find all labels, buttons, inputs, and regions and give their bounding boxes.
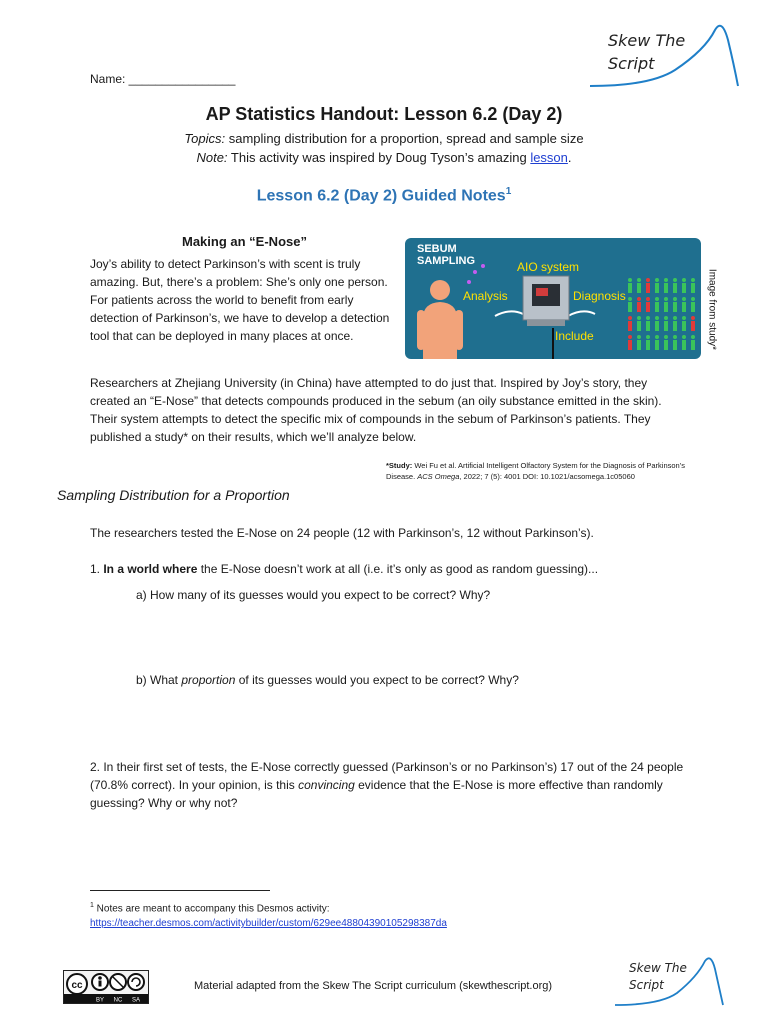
footnote-mark: 1 (90, 902, 94, 909)
svg-text:BY: BY (95, 997, 105, 1003)
note-line (0, 149, 768, 167)
footer-logo-line1: Skew The (629, 961, 687, 975)
person-figure-head (637, 278, 641, 282)
footnote-text: Notes are meant to accompany this Desmos activity: (93, 903, 330, 915)
lesson-link[interactable]: lesson (530, 150, 568, 165)
person-figure-head (664, 278, 668, 282)
citation-line1 (386, 460, 716, 471)
person-figure-head (673, 297, 677, 301)
question-2 (90, 758, 690, 812)
person-figure-body (655, 321, 659, 331)
person-figure-head (664, 316, 668, 320)
guided-notes-title (0, 186, 768, 205)
fig-sampling: SAMPLING (417, 255, 476, 267)
person-figure-head (655, 335, 659, 339)
person-figure-head (646, 335, 650, 339)
q1b-post: of its guesses would you expect to be correct? Why? (235, 673, 519, 687)
person-figure-body (637, 283, 641, 293)
person-figure-head (655, 297, 659, 301)
person-figure-body (664, 283, 668, 293)
footer-logo-line2: Script (629, 978, 664, 992)
researchers-paragraph: Researchers at Zhejiang University (in China) have attempted to do just that. Inspired by Joy’s story, they created an “E-Nose” that detects compounds produced in the sebum (an oily substance emitted in the skin). Their system attempts to detect the specific mix of compounds in the sebum of Parkinson’s patients. They published a study* on their results, which we’ll analyze below. (90, 376, 662, 444)
person-figure-head (691, 278, 695, 282)
person-figure-head (673, 335, 677, 339)
name-field[interactable]: Name: ________________ (90, 72, 236, 86)
figure-side-caption: Image from study* (706, 268, 718, 351)
person-figure-body (628, 321, 632, 331)
q1b-em: proportion (181, 673, 236, 687)
person-figure-head (628, 316, 632, 320)
question-1b (136, 671, 696, 689)
person-figure-body (682, 302, 686, 312)
person-figure-head (691, 297, 695, 301)
person-figure-head (673, 316, 677, 320)
logo-line1: Skew The (608, 31, 686, 50)
person-figure-body (628, 340, 632, 350)
person-figure-head (664, 297, 668, 301)
footnote-ref: 1 (505, 186, 512, 197)
citation-text2a: Disease. (386, 472, 418, 481)
person-figure-body (628, 302, 632, 312)
q2-pre: 2. In their first set of tests, the E-Nose correctly guessed (Parkinson’s or no Parkinson’s) 17 out of the 24 people (70.8% correct). In your opinion, is this (90, 760, 684, 792)
svg-text:cc: cc (71, 980, 83, 991)
logo (590, 20, 740, 92)
person-figure-head (691, 316, 695, 320)
person-figure-body (655, 340, 659, 350)
citation (386, 460, 716, 482)
question-1 (90, 560, 710, 578)
person-figure-body (646, 321, 650, 331)
note-text: This activity was inspired by Doug Tyson’s amazing (227, 150, 531, 165)
person-figure-head (691, 335, 695, 339)
person-figure-body (646, 302, 650, 312)
q2-post: evidence that the E-Nose is more effective than randomly guessing? Why or why not? (90, 778, 663, 810)
person-figure-body (646, 283, 650, 293)
citation-text2b: , 2022; 7 (5): 4001 DOI: 10.1021/acsomega.1c05060 (459, 472, 635, 481)
citation-text1: Wei Fu et al. Artificial Intelligent Olfactory System for the Diagnosis of Parkinson’s (412, 461, 686, 470)
person-figure-body (691, 283, 695, 293)
footer-material: Material adapted from the Skew The Script curriculum (skewthescript.org) (194, 980, 553, 992)
section-intro: The researchers tested the E-Nose on 24 people (12 with Parkinson’s, 12 without Parkinson’s). (90, 526, 594, 540)
study-figure (405, 238, 701, 359)
person-figure-body (646, 340, 650, 350)
enose-heading: Making an “E-Nose” (182, 234, 307, 249)
q1-bold: In a world where (103, 562, 198, 576)
person-figure-head (682, 335, 686, 339)
person-figure-head (646, 278, 650, 282)
q1-number: 1. (90, 562, 104, 576)
note-label: Note: (196, 150, 228, 165)
person-figure-head (655, 278, 659, 282)
topics-text: sampling distribution for a proportion, spread and sample size (225, 131, 584, 146)
aio-device-icon (523, 276, 569, 326)
person-figure-head (682, 316, 686, 320)
footer-logo (615, 955, 725, 1010)
person-figure-body (691, 302, 695, 312)
sa-icon (128, 974, 144, 990)
person-figure-head (682, 278, 686, 282)
fig-aio: AIO system (517, 260, 580, 274)
desmos-link[interactable]: https://teacher.desmos.com/activitybuilder/custom/629ee48804390105298387da (90, 918, 447, 930)
person-figure-body (673, 321, 677, 331)
cc-license-badge (63, 970, 149, 1004)
guided-notes-text: Lesson 6.2 (Day 2) Guided Notes (256, 187, 506, 205)
citation-line2 (386, 471, 716, 482)
person-figure-head (628, 278, 632, 282)
person-figure-body (637, 321, 641, 331)
person-figure-body (691, 321, 695, 331)
enose-paragraph: Joy’s ability to detect Parkinson’s with scent is truly amazing. But, there’s a problem: She’s only one person. For patients across the world to benefit from early detection of Parkinson’s, we have to develop a detection tool that can be deployed in many places at once. (90, 257, 390, 343)
svg-text:NC: NC (113, 997, 123, 1003)
person-figure-head (628, 297, 632, 301)
person-figure-head (637, 335, 641, 339)
person-figure-head (673, 278, 677, 282)
person-figure-body (664, 340, 668, 350)
topics-label: Topics: (184, 131, 226, 146)
figure-graphic (405, 238, 701, 359)
topics-line (0, 130, 768, 148)
person-figure-body (682, 321, 686, 331)
person-figure-head (655, 316, 659, 320)
footnote-line (90, 898, 730, 916)
person-figure-head (637, 297, 641, 301)
person-figure-body (664, 321, 668, 331)
person-figure-body (655, 302, 659, 312)
person-figure-body (682, 340, 686, 350)
person-figure-body (628, 283, 632, 293)
person-figure-body (673, 283, 677, 293)
footnote (90, 898, 730, 931)
fig-include: Include (555, 329, 594, 343)
person-figure-body (682, 283, 686, 293)
person-figure-body (637, 340, 641, 350)
fig-analysis: Analysis (463, 289, 508, 303)
person-figure-body (664, 302, 668, 312)
section-title: Sampling Distribution for a Proportion (57, 487, 290, 503)
citation-label: *Study: (386, 461, 413, 470)
person-figure-head (646, 297, 650, 301)
person-figure-body (655, 283, 659, 293)
person-figure-body (637, 302, 641, 312)
person-figure-body (691, 340, 695, 350)
fig-sebum: SEBUM (417, 243, 457, 255)
q2-em: convincing (298, 778, 355, 792)
person-figure-head (646, 316, 650, 320)
cc-icons (64, 971, 148, 1003)
footnote-divider (90, 890, 270, 891)
fig-diagnosis: Diagnosis (573, 289, 626, 303)
logo-line2: Script (608, 54, 655, 73)
q1-rest: the E-Nose doesn’t work at all (i.e. it’s only as good as random guessing)... (197, 562, 599, 576)
q1b-pre: b) What (136, 673, 182, 687)
person-figure-body (673, 302, 677, 312)
person-figure-body (673, 340, 677, 350)
note-end: . (567, 150, 572, 165)
page-title: AP Statistics Handout: Lesson 6.2 (Day 2) (205, 104, 563, 124)
question-1a: a) How many of its guesses would you expect to be correct? Why? (136, 588, 491, 602)
person-figure-head (664, 335, 668, 339)
person-figure-head (637, 316, 641, 320)
person-figure-head (628, 335, 632, 339)
citation-journal: ACS Omega (417, 472, 460, 481)
person-figure-head (682, 297, 686, 301)
svg-text:SA: SA (131, 997, 141, 1003)
